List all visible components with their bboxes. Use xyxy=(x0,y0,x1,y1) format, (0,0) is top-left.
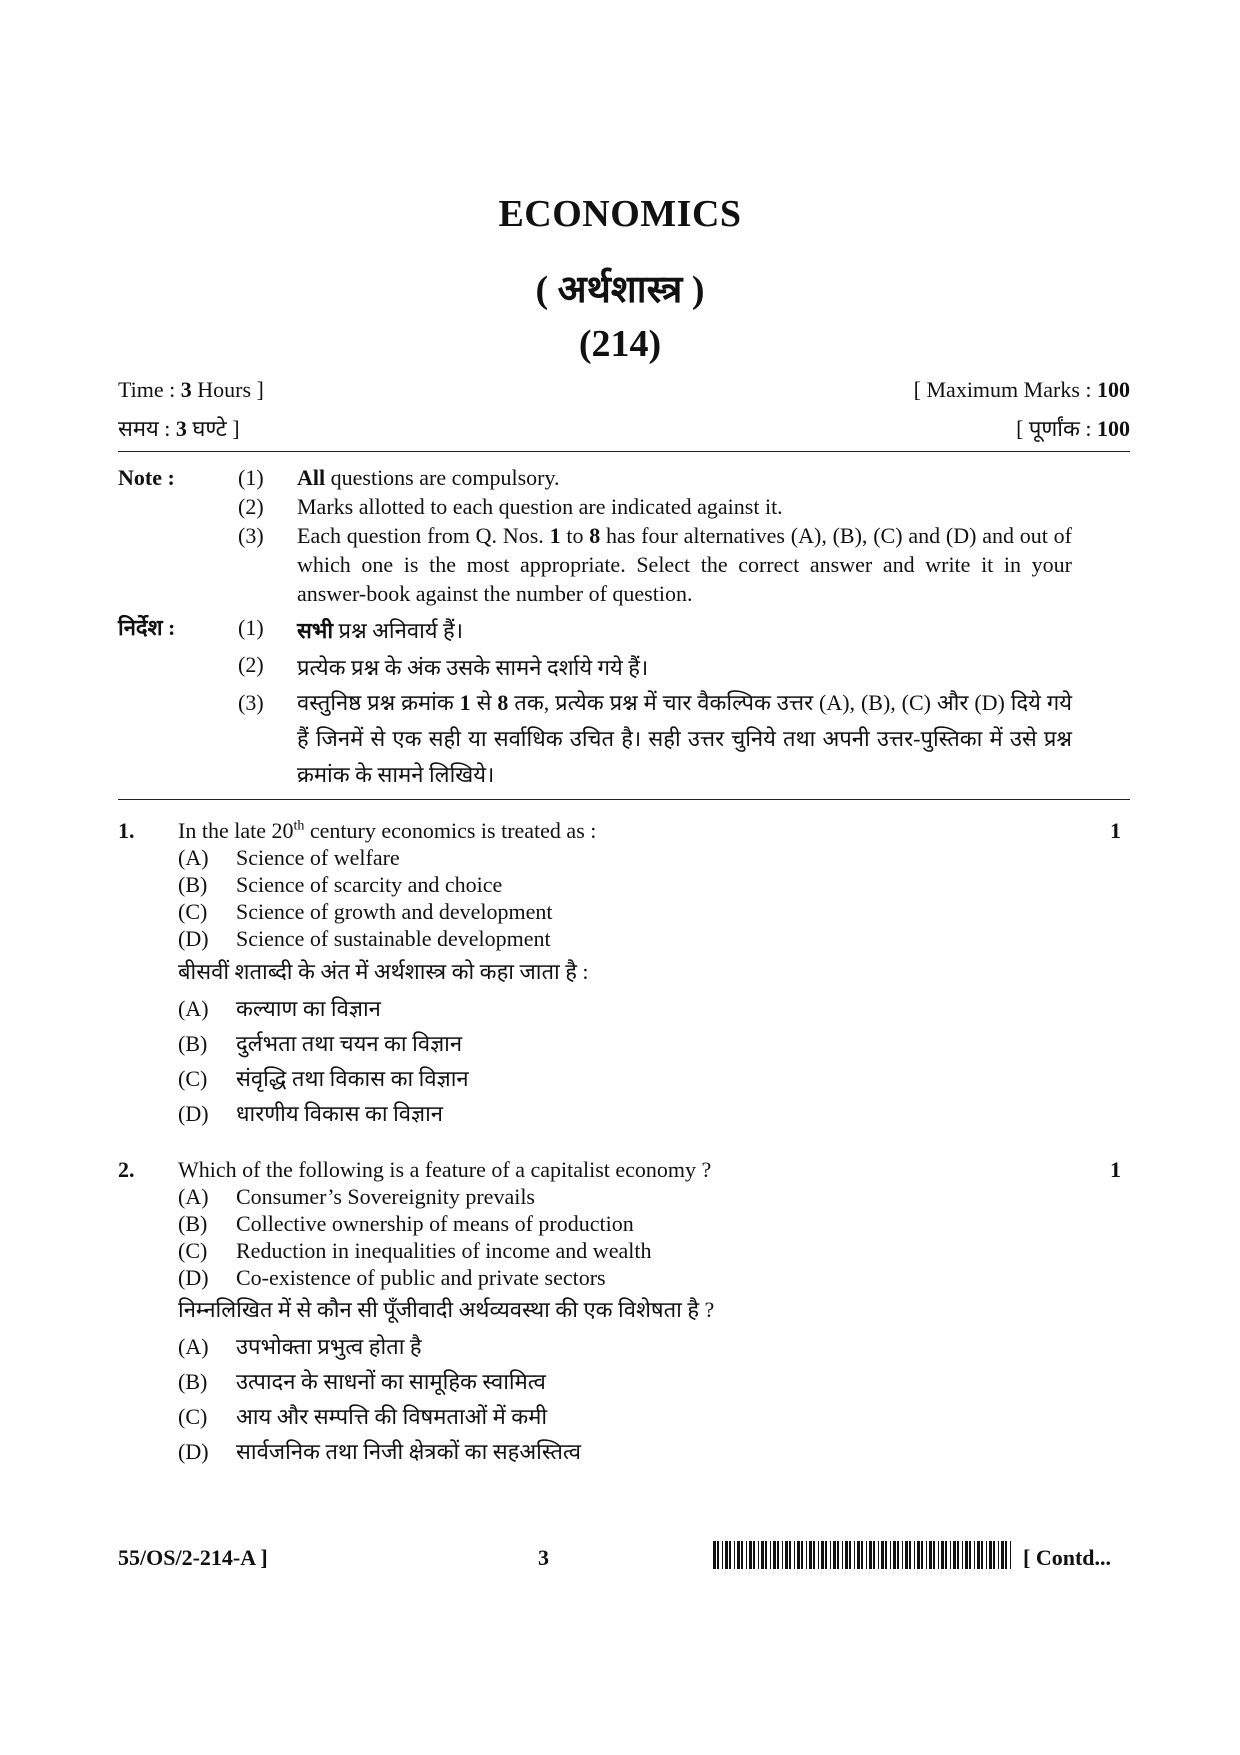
note-number: (3) xyxy=(238,690,264,715)
note-number: (2) xyxy=(238,652,264,677)
divider xyxy=(118,799,1130,800)
divider xyxy=(118,451,1130,452)
option-hindi: (D) सार्वजनिक तथा निजी क्षेत्रकों का सहअस्तित्व xyxy=(178,1439,581,1464)
option-hindi: (B) उत्पादन के साधनों का सामूहिक स्वामित्व xyxy=(178,1369,546,1394)
contd-label: [ Contd... xyxy=(1023,1545,1112,1570)
question-marks: 1 xyxy=(1110,1157,1121,1182)
note-text: सभी प्रश्न अनिवार्य हैं। xyxy=(297,618,464,643)
option: (C) Reduction in inequalities of income and wealth xyxy=(178,1238,652,1263)
option: (B) Science of scarcity and choice xyxy=(178,872,503,897)
note-text: Marks allotted to each question are indicated against it. xyxy=(297,494,783,519)
note-text: All questions are compulsory. xyxy=(297,465,560,490)
option-hindi: (C) संवृद्धि तथा विकास का विज्ञान xyxy=(178,1066,469,1091)
subject-code: (214) xyxy=(578,323,662,365)
question-marks: 1 xyxy=(1110,818,1121,843)
max-marks-info-hindi: [ पूर्णांक : 100 xyxy=(1016,416,1130,441)
subject-title: ECONOMICS xyxy=(498,193,742,235)
note-label: Note : xyxy=(118,465,175,490)
question-text-hindi: निम्नलिखित में से कौन सी पूँजीवादी अर्थव्यवस्था की एक विशेषता है ? xyxy=(178,1297,715,1322)
note-label-hindi: निर्देश : xyxy=(118,615,176,640)
barcode-icon xyxy=(713,1541,1013,1569)
subject-title-hindi: ( अर्थशास्त्र ) xyxy=(535,269,705,311)
max-marks-info: [ Maximum Marks : 100 xyxy=(913,377,1130,402)
question-text: In the late 20th century economics is treated as : xyxy=(178,818,597,843)
note-text: वस्तुनिष्ठ प्रश्न क्रमांक 1 से 8 तक, प्रत्येक प्रश्न में चार वैकल्पिक उत्तर (A), (B), (C) और (D) दिये गये हैं जिनमें से एक सही या सर्वाधिक उचित है। सही उत्तर चुनिये तथा अपनी उत्तर-पुस्तिका में उसे प्रश्न क्रमांक के सामने लिखिये। xyxy=(297,690,1072,787)
note-number: (3) xyxy=(238,523,264,548)
note-text: Each question from Q. Nos. 1 to 8 has four alternatives (A), (B), (C) and (D) and out of which one is the most appropriate. Select the correct answer and write it in your answer-book against the number of question. xyxy=(297,523,1072,606)
option-hindi: (A) उपभोक्ता प्रभुत्व होता है xyxy=(178,1334,422,1359)
option: (D) Co-existence of public and private sectors xyxy=(178,1265,606,1290)
question-text-hindi: बीसवीं शताब्दी के अंत में अर्थशास्त्र को कहा जाता है : xyxy=(178,959,589,984)
paper-code: 55/OS/2-214-A ] xyxy=(118,1545,268,1570)
note-number: (1) xyxy=(238,615,264,640)
note-text: प्रत्येक प्रश्न के अंक उसके सामने दर्शाये गये हैं। xyxy=(297,655,649,680)
question-number: 2. xyxy=(118,1157,135,1182)
option: (A) Consumer’s Sovereignity prevails xyxy=(178,1184,535,1209)
time-info: Time : 3 Hours ] xyxy=(118,377,264,402)
option: (A) Science of welfare xyxy=(178,845,400,870)
option: (B) Collective ownership of means of production xyxy=(178,1211,634,1236)
option: (D) Science of sustainable development xyxy=(178,926,551,951)
option-hindi: (B) दुर्लभता तथा चयन का विज्ञान xyxy=(178,1031,463,1056)
note-number: (2) xyxy=(238,494,264,519)
note-number: (1) xyxy=(238,465,264,490)
option-hindi: (A) कल्याण का विज्ञान xyxy=(178,996,381,1021)
page-number: 3 xyxy=(538,1545,549,1570)
question-number: 1. xyxy=(118,818,135,843)
option-hindi: (C) आय और सम्पत्ति की विषमताओं में कमी xyxy=(178,1404,548,1429)
option: (C) Science of growth and development xyxy=(178,899,553,924)
time-info-hindi: समय : 3 घण्टे ] xyxy=(118,416,240,441)
option-hindi: (D) धारणीय विकास का विज्ञान xyxy=(178,1101,444,1126)
question-text: Which of the following is a feature of a capitalist economy ? xyxy=(178,1157,712,1182)
